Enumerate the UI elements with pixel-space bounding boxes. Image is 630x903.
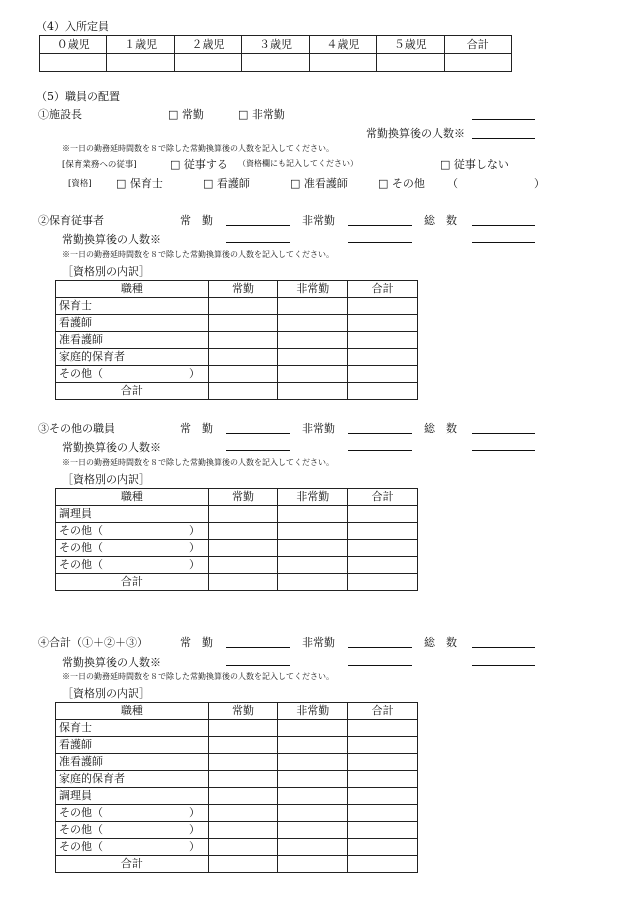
- caregivers-fte-fulltime-field[interactable]: [226, 242, 290, 243]
- section4-title: （4）入所定員: [36, 20, 109, 33]
- age-0-input[interactable]: [40, 54, 107, 72]
- age-4-header: ４歳児: [309, 36, 376, 54]
- age-5-header: ５歳児: [377, 36, 444, 54]
- cell-input[interactable]: [208, 366, 278, 383]
- table-row: [56, 788, 418, 805]
- cell-input[interactable]: [348, 349, 418, 366]
- other-staff-fte-fulltime-field[interactable]: [226, 450, 290, 451]
- table-row: [56, 720, 418, 737]
- sum-label: 合計: [56, 574, 209, 591]
- table-row: [56, 298, 418, 315]
- other-staff-header-row: [56, 489, 418, 506]
- row-label: 看護師: [56, 737, 209, 754]
- other-close: ）: [189, 524, 200, 537]
- age-5-input[interactable]: [377, 54, 444, 72]
- cell-input[interactable]: [348, 771, 418, 788]
- age-4-input[interactable]: [309, 54, 376, 72]
- other-open: その他（: [59, 367, 103, 380]
- table-row: [56, 540, 418, 557]
- director-label: ①施設長: [38, 108, 82, 121]
- cell-input[interactable]: [278, 737, 348, 754]
- caregivers-parttime-label: 非常勤: [302, 214, 335, 227]
- cell-input[interactable]: [348, 856, 418, 873]
- cell-input[interactable]: [208, 771, 278, 788]
- grand-total-parttime-field[interactable]: [348, 647, 412, 648]
- cell-input[interactable]: [348, 298, 418, 315]
- col-parttime-header: 非常勤: [278, 281, 348, 298]
- cell-input[interactable]: [348, 788, 418, 805]
- table-row: [56, 805, 418, 822]
- cell-input[interactable]: [348, 383, 418, 400]
- col-job-header: 職種: [56, 281, 209, 298]
- other-staff-parttime-label: 非常勤: [302, 422, 335, 435]
- cell-input[interactable]: [278, 557, 348, 574]
- grand-total-fte-label: 常勤換算後の人数※: [62, 656, 161, 669]
- other-staff-note: ※一日の勤務延時間数を８で除した常勤換算後の人数を記入してください。: [62, 458, 334, 467]
- row-label-other[interactable]: [56, 366, 209, 383]
- caregivers-table: [55, 280, 418, 400]
- caregivers-fte-label: 常勤換算後の人数※: [62, 233, 161, 246]
- director-duty-yes-checkbox[interactable]: □ 従事する: [170, 158, 228, 171]
- table-row: [56, 315, 418, 332]
- cell-input[interactable]: [208, 315, 278, 332]
- qual-kangoshi-checkbox[interactable]: □ 看護師: [203, 177, 250, 190]
- caregivers-parttime-field[interactable]: [348, 225, 412, 226]
- col-fulltime-header: 常勤: [208, 489, 278, 506]
- cell-input[interactable]: [278, 839, 348, 856]
- cell-input[interactable]: [348, 366, 418, 383]
- cell-input[interactable]: [278, 315, 348, 332]
- caregivers-header-row: [56, 281, 418, 298]
- cell-input[interactable]: [208, 557, 278, 574]
- director-fte-field[interactable]: [472, 138, 535, 139]
- cell-input[interactable]: [278, 366, 348, 383]
- cell-input[interactable]: [278, 349, 348, 366]
- cell-input[interactable]: [278, 720, 348, 737]
- other-open: その他（: [59, 823, 103, 836]
- table-row: [56, 332, 418, 349]
- grand-total-fulltime-field[interactable]: [226, 647, 290, 648]
- caregivers-total-label: 総 数: [424, 214, 457, 227]
- other-staff-fte-label: 常勤換算後の人数※: [62, 441, 161, 454]
- qual-other-close-paren: ）: [534, 177, 545, 190]
- other-close: ）: [189, 367, 200, 380]
- grand-total-table: [55, 702, 418, 873]
- cell-input[interactable]: [348, 805, 418, 822]
- grand-total-fte-parttime-field[interactable]: [348, 665, 412, 666]
- cell-input[interactable]: [208, 506, 278, 523]
- row-label: 調理員: [56, 506, 209, 523]
- cell-input[interactable]: [278, 822, 348, 839]
- sum-label: 合計: [56, 856, 209, 873]
- cell-input[interactable]: [208, 332, 278, 349]
- cell-input[interactable]: [278, 856, 348, 873]
- cell-input[interactable]: [208, 754, 278, 771]
- other-open: その他（: [59, 558, 103, 571]
- director-fte-label: 常勤換算後の人数※: [366, 127, 465, 140]
- age-0-header: ０歳児: [40, 36, 107, 54]
- age-2-input[interactable]: [174, 54, 241, 72]
- row-label-other[interactable]: [56, 540, 209, 557]
- director-parttime-checkbox[interactable]: □ 非常勤: [238, 108, 285, 121]
- grand-total-total-label: 総 数: [424, 636, 457, 649]
- cell-input[interactable]: [348, 839, 418, 856]
- age-3-header: ３歳児: [242, 36, 309, 54]
- cell-input[interactable]: [208, 856, 278, 873]
- grand-total-total-field[interactable]: [472, 647, 535, 648]
- col-fulltime-header: 常勤: [208, 281, 278, 298]
- cell-input[interactable]: [278, 754, 348, 771]
- other-staff-label: ③その他の職員: [38, 422, 115, 435]
- row-label-other[interactable]: [56, 839, 209, 856]
- table-sum-row: [56, 383, 418, 400]
- cell-input[interactable]: [348, 332, 418, 349]
- caregivers-note: ※一日の勤務延時間数を８で除した常勤換算後の人数を記入してください。: [62, 250, 334, 259]
- cell-input[interactable]: [278, 506, 348, 523]
- row-label-other[interactable]: [56, 805, 209, 822]
- caregivers-fulltime-field[interactable]: [226, 225, 290, 226]
- table-row: [56, 523, 418, 540]
- cell-input[interactable]: [208, 839, 278, 856]
- cell-input[interactable]: [278, 574, 348, 591]
- other-close: ）: [189, 823, 200, 836]
- other-staff-table: [55, 488, 418, 591]
- other-staff-total-field[interactable]: [472, 433, 535, 434]
- cell-input[interactable]: [278, 332, 348, 349]
- row-label-other[interactable]: [56, 557, 209, 574]
- cell-input[interactable]: [348, 720, 418, 737]
- col-parttime-header: 非常勤: [278, 489, 348, 506]
- cell-input[interactable]: [278, 771, 348, 788]
- table-sum-row: [56, 574, 418, 591]
- grand-total-fte-fulltime-field[interactable]: [226, 665, 290, 666]
- cell-input[interactable]: [348, 523, 418, 540]
- other-close: ）: [189, 840, 200, 853]
- other-staff-fte-parttime-field[interactable]: [348, 450, 412, 451]
- director-duty-yes-note: （資格欄にも記入してください）: [238, 159, 358, 168]
- cell-input[interactable]: [208, 822, 278, 839]
- caregivers-fte-parttime-field[interactable]: [348, 242, 412, 243]
- age-1-input[interactable]: [107, 54, 174, 72]
- cell-input[interactable]: [208, 523, 278, 540]
- other-close: ）: [189, 806, 200, 819]
- col-job-header: 職種: [56, 489, 209, 506]
- other-open: その他（: [59, 524, 103, 537]
- row-label: 家庭的保育者: [56, 771, 209, 788]
- table-row: [56, 771, 418, 788]
- grand-total-note: ※一日の勤務延時間数を８で除した常勤換算後の人数を記入してください。: [62, 672, 334, 681]
- cell-input[interactable]: [348, 737, 418, 754]
- caregivers-breakdown-label: ［資格別の内訳］: [62, 265, 150, 278]
- row-label: 看護師: [56, 315, 209, 332]
- cell-input[interactable]: [278, 805, 348, 822]
- col-job-header: 職種: [56, 703, 209, 720]
- table-row: [56, 754, 418, 771]
- cell-input[interactable]: [348, 557, 418, 574]
- caregivers-fulltime-label: 常 勤: [180, 214, 213, 227]
- col-total-header: 合計: [348, 281, 418, 298]
- table-row: [56, 366, 418, 383]
- other-open: その他（: [59, 806, 103, 819]
- director-duty-label: [保育業務への従事]: [62, 160, 137, 170]
- age-3-input[interactable]: [242, 54, 309, 72]
- director-duty-no-checkbox[interactable]: □ 従事しない: [440, 158, 509, 171]
- director-count-field[interactable]: [472, 119, 535, 120]
- caregivers-total-field[interactable]: [472, 225, 535, 226]
- qual-junkangoshi-checkbox[interactable]: □ 准看護師: [290, 177, 348, 190]
- other-staff-fulltime-label: 常 勤: [180, 422, 213, 435]
- cell-input[interactable]: [348, 506, 418, 523]
- table-row: [56, 839, 418, 856]
- age-total-input[interactable]: [444, 54, 511, 72]
- cell-input[interactable]: [348, 754, 418, 771]
- col-fulltime-header: 常勤: [208, 703, 278, 720]
- grand-total-fte-total-field[interactable]: [472, 665, 535, 666]
- caregivers-fte-total-field[interactable]: [472, 242, 535, 243]
- row-label-other[interactable]: [56, 822, 209, 839]
- row-label: 准看護師: [56, 332, 209, 349]
- table-sum-row: [56, 856, 418, 873]
- qual-other-open-paren: （: [447, 177, 458, 190]
- row-label: 保育士: [56, 298, 209, 315]
- row-label: 家庭的保育者: [56, 349, 209, 366]
- cell-input[interactable]: [208, 805, 278, 822]
- grand-total-parttime-label: 非常勤: [302, 636, 335, 649]
- row-label-other[interactable]: [56, 523, 209, 540]
- table-row: [56, 506, 418, 523]
- sum-label: 合計: [56, 383, 209, 400]
- capacity-table: [39, 35, 512, 72]
- capacity-input-row: [40, 54, 512, 72]
- row-label: 准看護師: [56, 754, 209, 771]
- other-staff-fulltime-field[interactable]: [226, 433, 290, 434]
- cell-input[interactable]: [208, 298, 278, 315]
- table-row: [56, 557, 418, 574]
- other-staff-total-label: 総 数: [424, 422, 457, 435]
- cell-input[interactable]: [348, 540, 418, 557]
- director-qual-label: [資格]: [68, 179, 92, 189]
- cell-input[interactable]: [348, 315, 418, 332]
- cell-input[interactable]: [348, 574, 418, 591]
- col-parttime-header: 非常勤: [278, 703, 348, 720]
- other-staff-parttime-field[interactable]: [348, 433, 412, 434]
- table-row: [56, 822, 418, 839]
- director-note: ※一日の勤務延時間数を８で除した常勤換算後の人数を記入してください。: [62, 144, 334, 153]
- cell-input[interactable]: [278, 523, 348, 540]
- age-total-header: 合計: [444, 36, 511, 54]
- cell-input[interactable]: [208, 574, 278, 591]
- cell-input[interactable]: [278, 383, 348, 400]
- cell-input[interactable]: [208, 540, 278, 557]
- grand-total-breakdown-label: ［資格別の内訳］: [62, 687, 150, 700]
- cell-input[interactable]: [278, 788, 348, 805]
- caregivers-label: ②保育従事者: [38, 214, 104, 227]
- other-close: ）: [189, 541, 200, 554]
- cell-input[interactable]: [348, 822, 418, 839]
- cell-input[interactable]: [208, 788, 278, 805]
- row-label: 調理員: [56, 788, 209, 805]
- other-staff-fte-total-field[interactable]: [472, 450, 535, 451]
- grand-total-fulltime-label: 常 勤: [180, 636, 213, 649]
- cell-input[interactable]: [208, 720, 278, 737]
- other-open: その他（: [59, 541, 103, 554]
- table-row: [56, 737, 418, 754]
- cell-input[interactable]: [278, 540, 348, 557]
- grand-total-label: ④合計（①＋②＋③）: [38, 636, 148, 649]
- other-close: ）: [189, 558, 200, 571]
- qual-hoikushi-checkbox[interactable]: □ 保育士: [116, 177, 163, 190]
- table-row: [56, 349, 418, 366]
- age-2-header: ２歳児: [174, 36, 241, 54]
- section5-title: （5）職員の配置: [36, 90, 120, 103]
- capacity-header-row: [40, 36, 512, 54]
- col-total-header: 合計: [348, 489, 418, 506]
- director-fulltime-checkbox[interactable]: □ 常勤: [168, 108, 204, 121]
- qual-other-checkbox[interactable]: □ その他: [378, 177, 425, 190]
- cell-input[interactable]: [208, 349, 278, 366]
- cell-input[interactable]: [208, 383, 278, 400]
- row-label: 保育士: [56, 720, 209, 737]
- other-open: その他（: [59, 840, 103, 853]
- age-1-header: １歳児: [107, 36, 174, 54]
- cell-input[interactable]: [208, 737, 278, 754]
- other-staff-breakdown-label: ［資格別の内訳］: [62, 473, 150, 486]
- cell-input[interactable]: [278, 298, 348, 315]
- col-total-header: 合計: [348, 703, 418, 720]
- grand-total-header-row: [56, 703, 418, 720]
